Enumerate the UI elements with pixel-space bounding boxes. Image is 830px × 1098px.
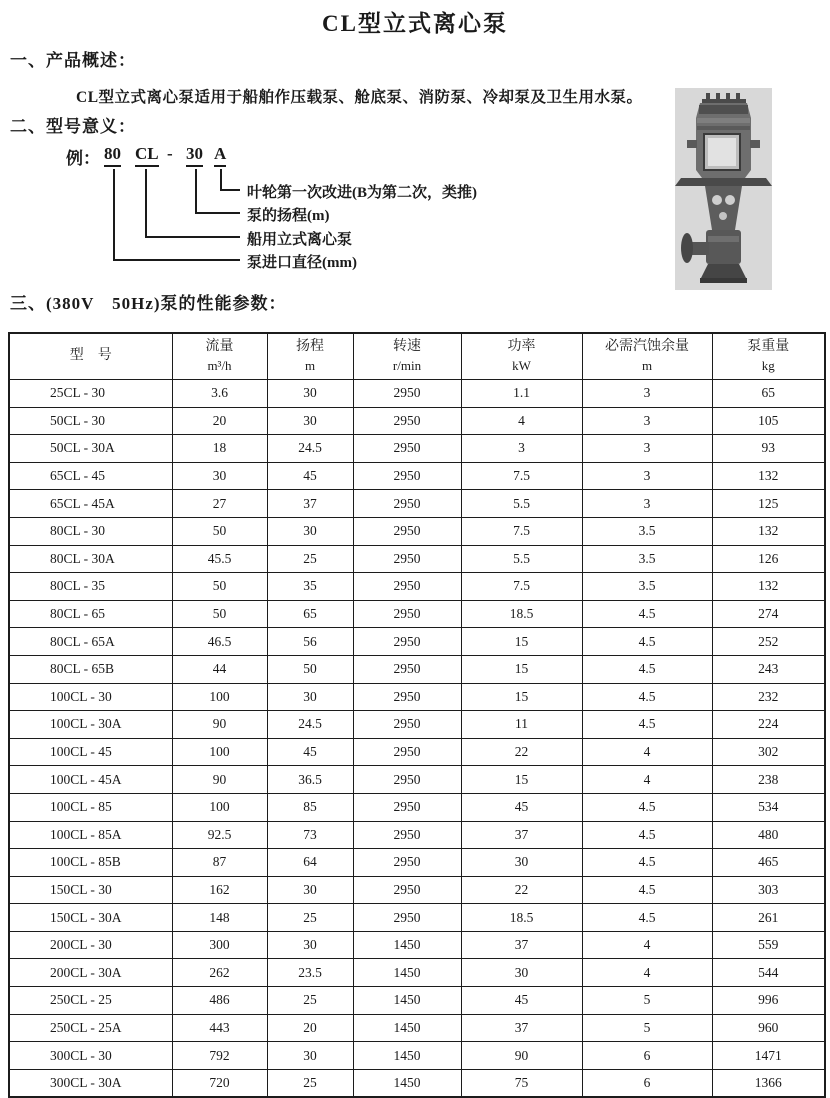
value-cell: 45.5 [172, 545, 267, 573]
value-cell: 30 [267, 517, 353, 545]
model-cell: 65CL - 45A [9, 490, 172, 518]
value-cell: 274 [712, 600, 825, 628]
value-cell: 25 [267, 904, 353, 932]
model-cell: 300CL - 30 [9, 1042, 172, 1070]
col-header-2: 扬程 m [267, 333, 353, 380]
value-cell: 87 [172, 849, 267, 877]
value-cell: 2950 [353, 517, 461, 545]
value-cell: 3 [582, 407, 712, 435]
value-cell: 37 [461, 931, 582, 959]
value-cell: 132 [712, 573, 825, 601]
value-cell: 480 [712, 821, 825, 849]
value-cell: 36.5 [267, 766, 353, 794]
performance-table [8, 332, 826, 1098]
table-row [9, 1042, 825, 1070]
value-cell: 85 [267, 793, 353, 821]
value-cell: 224 [712, 711, 825, 739]
value-cell: 6 [582, 1042, 712, 1070]
model-cell: 25CL - 30 [9, 380, 172, 408]
value-cell: 4.5 [582, 711, 712, 739]
value-cell: 23.5 [267, 959, 353, 987]
value-cell: 30 [267, 876, 353, 904]
value-cell: 30 [172, 462, 267, 490]
value-cell: 4.5 [582, 683, 712, 711]
table-row [9, 1014, 825, 1042]
model-cell: 200CL - 30A [9, 959, 172, 987]
value-cell: 75 [461, 1069, 582, 1097]
page-title: CL型立式离心泵 [322, 11, 508, 36]
value-cell: 148 [172, 904, 267, 932]
model-cell: 65CL - 45 [9, 462, 172, 490]
value-cell: 30 [267, 1042, 353, 1070]
value-cell: 3.6 [172, 380, 267, 408]
model-cell: 100CL - 85 [9, 793, 172, 821]
model-cell: 80CL - 65 [9, 600, 172, 628]
value-cell: 534 [712, 793, 825, 821]
value-cell: 3 [582, 380, 712, 408]
model-cell: 100CL - 45 [9, 738, 172, 766]
value-cell: 3.5 [582, 573, 712, 601]
value-cell: 544 [712, 959, 825, 987]
value-cell: 1450 [353, 959, 461, 987]
model-cell: 100CL - 45A [9, 766, 172, 794]
value-cell: 90 [172, 766, 267, 794]
value-cell: 2950 [353, 380, 461, 408]
value-cell: 5.5 [461, 545, 582, 573]
value-cell: 443 [172, 1014, 267, 1042]
example-prefix: 例： [66, 149, 100, 168]
value-cell: 2950 [353, 738, 461, 766]
table-row [9, 821, 825, 849]
value-cell: 262 [172, 959, 267, 987]
diagram-label-head: 泵的扬程(m) [247, 208, 330, 224]
value-cell: 37 [461, 821, 582, 849]
performance-table-wrap [8, 332, 824, 1098]
value-cell: 50 [172, 600, 267, 628]
value-cell: 25 [267, 545, 353, 573]
value-cell: 90 [172, 711, 267, 739]
model-cell: 250CL - 25 [9, 987, 172, 1015]
col-header-6: 泵重量 kg [712, 333, 825, 380]
col-header-1: 流量 m³/h [172, 333, 267, 380]
value-cell: 35 [267, 573, 353, 601]
model-cell: 50CL - 30A [9, 435, 172, 463]
value-cell: 90 [461, 1042, 582, 1070]
value-cell: 100 [172, 683, 267, 711]
value-cell: 64 [267, 849, 353, 877]
value-cell: 4.5 [582, 628, 712, 656]
example-variant: A [214, 144, 226, 167]
value-cell: 2950 [353, 628, 461, 656]
value-cell: 15 [461, 628, 582, 656]
value-cell: 20 [267, 1014, 353, 1042]
value-cell: 24.5 [267, 711, 353, 739]
model-cell: 150CL - 30A [9, 904, 172, 932]
table-row [9, 490, 825, 518]
pump-table-body [9, 380, 825, 1098]
value-cell: 4 [582, 959, 712, 987]
vertical-pump-illustration [675, 88, 772, 290]
diagram-label-inlet-dia: 泵进口直径(mm) [247, 255, 357, 271]
model-cell: 200CL - 30 [9, 931, 172, 959]
value-cell: 5 [582, 987, 712, 1015]
value-cell: 30 [461, 959, 582, 987]
table-row [9, 600, 825, 628]
table-row [9, 683, 825, 711]
value-cell: 3 [582, 435, 712, 463]
value-cell: 4 [582, 931, 712, 959]
value-cell: 300 [172, 931, 267, 959]
model-cell: 100CL - 85A [9, 821, 172, 849]
value-cell: 65 [712, 380, 825, 408]
value-cell: 50 [172, 517, 267, 545]
performance-params-heading: 三、(380V 50Hz)泵的性能参数： [10, 294, 287, 313]
value-cell: 18.5 [461, 904, 582, 932]
value-cell: 50 [172, 573, 267, 601]
value-cell: 2950 [353, 435, 461, 463]
value-cell: 24.5 [267, 435, 353, 463]
value-cell: 1.1 [461, 380, 582, 408]
value-cell: 1450 [353, 1069, 461, 1097]
value-cell: 92.5 [172, 821, 267, 849]
model-meaning-heading: 二、型号意义： [10, 117, 136, 136]
example-series-code: CL [135, 144, 159, 167]
table-row [9, 766, 825, 794]
model-cell: 80CL - 65B [9, 655, 172, 683]
overview-heading: 一、产品概述： [10, 51, 136, 70]
model-designation-diagram [0, 142, 600, 282]
col-header-5: 必需汽蚀余量 m [582, 333, 712, 380]
value-cell: 45 [267, 462, 353, 490]
value-cell: 261 [712, 904, 825, 932]
value-cell: 18 [172, 435, 267, 463]
value-cell: 125 [712, 490, 825, 518]
value-cell: 22 [461, 876, 582, 904]
value-cell: 2950 [353, 490, 461, 518]
model-cell: 300CL - 30A [9, 1069, 172, 1097]
value-cell: 243 [712, 655, 825, 683]
value-cell: 5.5 [461, 490, 582, 518]
value-cell: 25 [267, 987, 353, 1015]
model-cell: 80CL - 30 [9, 517, 172, 545]
value-cell: 465 [712, 849, 825, 877]
table-row [9, 573, 825, 601]
value-cell: 37 [461, 1014, 582, 1042]
value-cell: 792 [172, 1042, 267, 1070]
value-cell: 996 [712, 987, 825, 1015]
table-row [9, 849, 825, 877]
value-cell: 18.5 [461, 600, 582, 628]
value-cell: 30 [267, 380, 353, 408]
pump-photo [675, 88, 772, 290]
table-row [9, 628, 825, 656]
table-row [9, 793, 825, 821]
value-cell: 2950 [353, 766, 461, 794]
model-cell: 80CL - 30A [9, 545, 172, 573]
value-cell: 11 [461, 711, 582, 739]
value-cell: 132 [712, 517, 825, 545]
table-row [9, 545, 825, 573]
value-cell: 30 [267, 683, 353, 711]
value-cell: 2950 [353, 655, 461, 683]
table-row [9, 931, 825, 959]
value-cell: 93 [712, 435, 825, 463]
value-cell: 4.5 [582, 904, 712, 932]
value-cell: 2950 [353, 600, 461, 628]
value-cell: 30 [267, 407, 353, 435]
value-cell: 4 [461, 407, 582, 435]
model-cell: 250CL - 25A [9, 1014, 172, 1042]
value-cell: 1450 [353, 931, 461, 959]
value-cell: 7.5 [461, 573, 582, 601]
value-cell: 15 [461, 766, 582, 794]
value-cell: 126 [712, 545, 825, 573]
value-cell: 56 [267, 628, 353, 656]
value-cell: 2950 [353, 683, 461, 711]
value-cell: 50 [267, 655, 353, 683]
value-cell: 1366 [712, 1069, 825, 1097]
model-cell: 100CL - 30 [9, 683, 172, 711]
model-cell: 100CL - 85B [9, 849, 172, 877]
value-cell: 27 [172, 490, 267, 518]
col-header-3: 转速 r/min [353, 333, 461, 380]
table-row [9, 1069, 825, 1097]
value-cell: 252 [712, 628, 825, 656]
value-cell: 30 [461, 849, 582, 877]
value-cell: 559 [712, 931, 825, 959]
value-cell: 4 [582, 766, 712, 794]
value-cell: 73 [267, 821, 353, 849]
value-cell: 232 [712, 683, 825, 711]
value-cell: 3 [582, 490, 712, 518]
value-cell: 2950 [353, 711, 461, 739]
value-cell: 100 [172, 793, 267, 821]
value-cell: 65 [267, 600, 353, 628]
value-cell: 2950 [353, 821, 461, 849]
table-row [9, 904, 825, 932]
value-cell: 3.5 [582, 517, 712, 545]
value-cell: 2950 [353, 545, 461, 573]
value-cell: 46.5 [172, 628, 267, 656]
value-cell: 4.5 [582, 821, 712, 849]
value-cell: 100 [172, 738, 267, 766]
value-cell: 20 [172, 407, 267, 435]
col-header-4: 功率 kW [461, 333, 582, 380]
value-cell: 4.5 [582, 849, 712, 877]
value-cell: 2950 [353, 793, 461, 821]
value-cell: 1471 [712, 1042, 825, 1070]
value-cell: 3.5 [582, 545, 712, 573]
value-cell: 720 [172, 1069, 267, 1097]
value-cell: 30 [267, 931, 353, 959]
value-cell: 15 [461, 683, 582, 711]
model-cell: 80CL - 35 [9, 573, 172, 601]
value-cell: 7.5 [461, 462, 582, 490]
diagram-label-impeller: 叶轮第一次改进(B为第二次，类推) [247, 185, 477, 201]
value-cell: 2950 [353, 904, 461, 932]
value-cell: 45 [461, 793, 582, 821]
table-row [9, 380, 825, 408]
value-cell: 45 [267, 738, 353, 766]
value-cell: 303 [712, 876, 825, 904]
value-cell: 2950 [353, 849, 461, 877]
value-cell: 4.5 [582, 600, 712, 628]
value-cell: 22 [461, 738, 582, 766]
value-cell: 44 [172, 655, 267, 683]
table-row [9, 462, 825, 490]
diagram-label-pump-type: 船用立式离心泵 [247, 232, 353, 248]
value-cell: 5 [582, 1014, 712, 1042]
value-cell: 1450 [353, 1042, 461, 1070]
table-row [9, 738, 825, 766]
model-cell: 100CL - 30A [9, 711, 172, 739]
value-cell: 238 [712, 766, 825, 794]
value-cell: 302 [712, 738, 825, 766]
table-header-row [9, 333, 825, 380]
value-cell: 4.5 [582, 655, 712, 683]
table-row [9, 655, 825, 683]
value-cell: 132 [712, 462, 825, 490]
table-row [9, 407, 825, 435]
value-cell: 2950 [353, 462, 461, 490]
value-cell: 960 [712, 1014, 825, 1042]
table-row [9, 517, 825, 545]
table-row [9, 959, 825, 987]
value-cell: 4.5 [582, 876, 712, 904]
table-row [9, 711, 825, 739]
example-head-value: 30 [186, 144, 203, 167]
value-cell: 6 [582, 1069, 712, 1097]
value-cell: 105 [712, 407, 825, 435]
value-cell: 15 [461, 655, 582, 683]
model-cell: 150CL - 30 [9, 876, 172, 904]
table-row [9, 876, 825, 904]
value-cell: 4 [582, 738, 712, 766]
col-header-0: 型 号 [9, 333, 172, 380]
value-cell: 2950 [353, 573, 461, 601]
value-cell: 2950 [353, 407, 461, 435]
value-cell: 1450 [353, 987, 461, 1015]
table-row [9, 987, 825, 1015]
value-cell: 25 [267, 1069, 353, 1097]
model-cell: 80CL - 65A [9, 628, 172, 656]
value-cell: 162 [172, 876, 267, 904]
example-inlet-size: 80 [104, 144, 121, 167]
value-cell: 1450 [353, 1014, 461, 1042]
overview-paragraph: CL型立式离心泵适用于船舶作压载泵、舱底泵、消防泵、冷却泵及卫生用水泵。 [76, 89, 643, 106]
value-cell: 4.5 [582, 793, 712, 821]
value-cell: 3 [582, 462, 712, 490]
value-cell: 7.5 [461, 517, 582, 545]
value-cell: 45 [461, 987, 582, 1015]
value-cell: 3 [461, 435, 582, 463]
value-cell: 486 [172, 987, 267, 1015]
example-dash: - [167, 144, 173, 163]
value-cell: 37 [267, 490, 353, 518]
table-row [9, 435, 825, 463]
model-cell: 50CL - 30 [9, 407, 172, 435]
value-cell: 2950 [353, 876, 461, 904]
